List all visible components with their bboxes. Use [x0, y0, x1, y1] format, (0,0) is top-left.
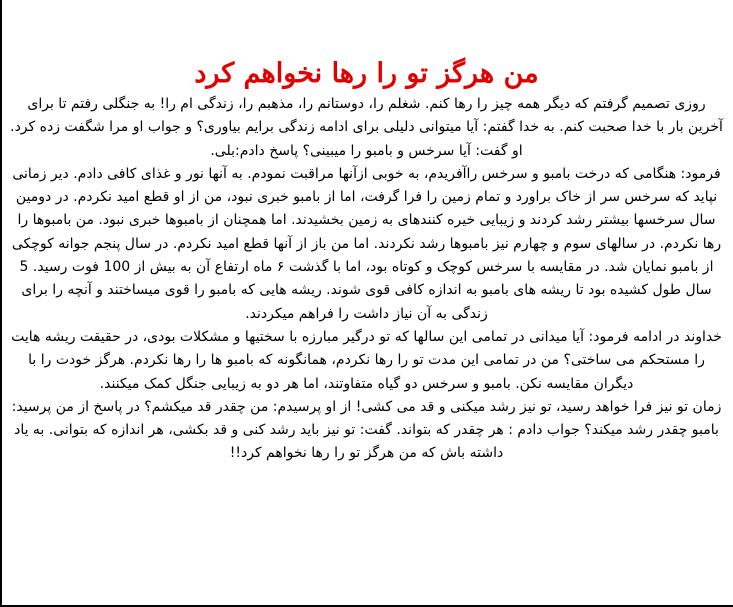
story-body [8, 93, 725, 466]
paragraph-roots: خداوند در ادامه فرمود: آیا میدانی در تمامی این سالها که تو درگیر مبارزه با سختیها و مشکلات بودی، در حقیقت ریشه هایت را مستحکم می ساختی؟ من در تمامی این مدت تو را رها نکردم، همانگونه که بامبو ها را رها نکردم. هرگز خودت را با دیگران مقایسه نکن. بامبو و سرخس دو گیاه متفاوتند، اما هر دو به زیبایی جنگل کمک میکنند. [11, 328, 722, 392]
paragraph-conclusion: زمان تو نیز فرا خواهد رسید، تو نیز رشد میکنی و قد می کشی! از او پرسیدم: من چقدر قد میکشم؟ در پاسخ از من پرسید: بامبو چقدر رشد میکند؟ جواب دادم : هر چقدر که بتواند. گفت: تو نیز باید رشد کنی و قد بکشی، هر اندازه که بتوانی. به یاد داشته باش که من هرگز تو را رها نخواهم کرد!! [11, 398, 722, 462]
page-title: من هرگز تو را رها نخواهم کرد [194, 58, 539, 90]
paragraph-bamboo-story: فرمود: هنگامی که درخت بامبو و سرخس راآفریدم، به خوبی ازآنها مراقبت نمودم. به آنها نور و غذای کافی دادم. دیر زمانی نپاید که سرخس سر از خاک براورد و تمام زمین را فرا گرفت، اما از بامبو خبری نبود، من از او قطع امید نکردم. در دومین سال سرخسها بیشتر رشد کردند و زیبایی خیره کنندهای به زمین بخشیدند. اما همچنان از بامبوها خبری نبود. من بامبوها را رها نکردم. در سالهای سوم و چهارم نیز بامبوها رشد نکردند. اما من باز از آنها قطع امید نکردم. در سال پنجم جوانه کوچکی از بامبو نمایان شد. در مقایسه با سرخس کوچک و کوتاه بود، اما با گذشت ۶ ماه ارتفاع آن به بیش از 100 فوت رسید. 5 سال طول کشیده بود تا ریشه های بامبو به اندازه کافی قوی شوند. ریشه هایی که بامبو را قوی میساختند و آنچه را برای زندگی به آن نیاز داشت را فراهم میکردند. [11, 165, 722, 322]
paragraph-intro: روزی تصمیم گرفتم که دیگر همه چیز را رها کنم. شغلم را، دوستانم را، مذهبم را، زندگی ام را! به جنگلی رفتم تا برای آخرین بار با خدا صحبت کنم. به خدا گفتم: آیا میتوانی دلیلی برای ادامه زندگی برایم بیاوری؟ و جواب او مرا شگفت زده کرد. او گفت: آیا سرخس و بامبو را میبینی؟ پاسخ دادم:بلی. [10, 96, 723, 159]
